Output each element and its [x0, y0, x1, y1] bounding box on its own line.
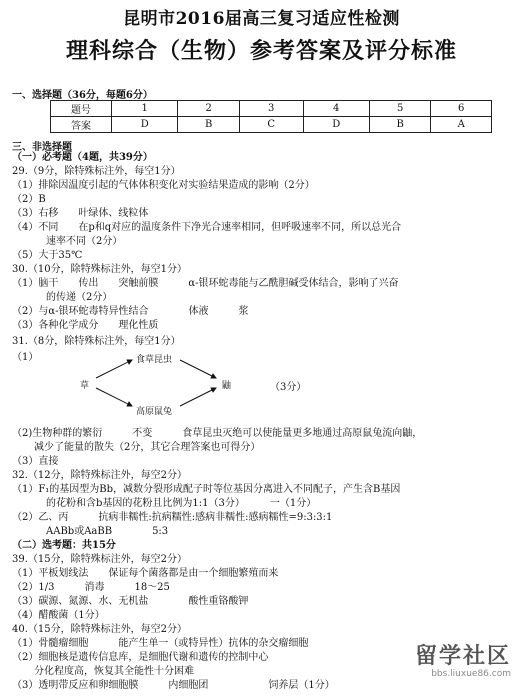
food-web-node-pika: 高原鼠兔	[136, 407, 173, 417]
q40-line: （2）细胞核是遗传信息库，是细胞代谢和遗传的控制中心	[12, 652, 269, 663]
food-web-diagram	[40, 352, 340, 422]
table-cell: C	[239, 117, 303, 133]
table-cell: 5	[369, 101, 430, 117]
arrow-insect-to-weasel	[180, 360, 216, 378]
q39-line: （4）醋酸菌（1分）	[12, 610, 105, 621]
food-web-node-weasel: 鼬	[222, 381, 232, 391]
section-choice-heading: 一、选择题（36分，每题6分）	[12, 90, 153, 101]
answer-table	[50, 100, 492, 133]
q40-line: 分化程度高，恢复其全能性十分困难	[34, 666, 194, 677]
table-cell: 4	[303, 101, 369, 117]
table-cell: B	[178, 117, 239, 133]
q29-line: （1）排除因温度引起的气体体积变化对实验结果造成的影响（2分）	[12, 180, 315, 191]
document-subtitle: 理科综合（生物）参考答案及评分标准	[65, 38, 457, 64]
arrow-grass-to-pika	[96, 388, 132, 406]
watermark-logo: 留学社区	[414, 643, 511, 669]
table-cell: A	[431, 117, 492, 133]
q30-line: （1）脑干 传出 突触前膜 α-银环蛇毒能与乙酰胆碱受体结合，影响了兴奋	[12, 278, 399, 289]
table-cell: B	[369, 117, 430, 133]
q29-line: （3）右移 叶绿体、线粒体	[12, 208, 149, 219]
q39-line: （2）1/3 消毒 18～25	[12, 582, 170, 593]
q30-line: （2）与α-银环蛇毒特异性结合 体液 浆	[12, 306, 249, 317]
table-cell: D	[303, 117, 369, 133]
q31-head: 31.（8分，除特殊标注外，每空1分）	[12, 336, 181, 347]
q31-line: （3）直接	[12, 456, 59, 467]
q29-line: （5）大于35℃	[12, 250, 83, 261]
watermark-url: bbs.liuxue86.com	[431, 669, 511, 679]
q39-line: （1）平板划线法 保证每个菌落都是由一个细胞繁殖而来	[12, 568, 279, 579]
table-cell: D	[112, 117, 178, 133]
table-header-cell: 答案	[51, 117, 112, 133]
table-cell: 6	[431, 101, 492, 117]
q31-line: （1）	[12, 352, 39, 363]
table-cell: 2	[178, 101, 239, 117]
q30-line: （3）各种化学成分 理化性质	[12, 320, 159, 331]
q29-line: 速率不同（2分）	[46, 236, 123, 247]
site-watermark	[361, 639, 511, 689]
q39-line: （3）碳源、氮源、水、无机盐 酸性重铬酸钾	[12, 596, 249, 607]
food-web-node-insect: 食草昆虫	[136, 355, 173, 365]
q32-line: 的花粉和含b基因的花粉且比例为1:1（3分） 一（1分）	[46, 498, 317, 509]
arrow-grass-to-insect	[96, 360, 132, 378]
q31-line: 减少了能量的散失（2分，其它合理答案也可得分）	[34, 442, 261, 453]
document-title: 昆明市2016届高三复习适应性检测	[123, 9, 400, 29]
q29-line: （4）不同 在p和q对应的温度条件下净光合速率相同，但呼吸速率不同，所以总光合	[12, 222, 402, 233]
arrow-pika-to-weasel	[180, 388, 216, 406]
q40-line: （1）骨髓瘤细胞 能产生单一（或特异性）抗体的杂交瘤细胞	[12, 638, 309, 649]
food-web-node-grass: 草	[80, 381, 90, 391]
optional-heading: （二）选考题：共15分	[12, 540, 116, 551]
q32-line: （2）乙、丙 抗病非糯性:抗病糯性:感病非糯性:感病糯性=9:3:3:1	[12, 512, 333, 523]
table-cell: 1	[112, 101, 178, 117]
q32-head: 32.（12分，除特殊标注外，每空2分）	[12, 470, 187, 481]
q32-line: AABb或AaBB 5:3	[46, 526, 169, 537]
q39-head: 39.（15分，除特殊标注外，每空2分）	[12, 554, 187, 565]
q40-head: 40.（15分，除特殊标注外，每空2分）	[12, 624, 187, 635]
q40-line: （3）透明带反应和卵细胞膜 内细胞团 饲养层（1分）	[12, 680, 335, 691]
table-row-answers	[51, 117, 492, 133]
section-nonchoice-heading: 三、非选择题	[12, 142, 72, 153]
q30-line: 的传递（2分）	[46, 292, 113, 303]
q29-line: （2）B	[12, 194, 46, 205]
q30-head: 30.（10分，除特殊标注外，每空1分）	[12, 264, 187, 275]
table-cell: 3	[239, 101, 303, 117]
q29-head: 29.（9分，除特殊标注外，每空1分）	[12, 166, 181, 177]
table-row-numbers	[51, 101, 492, 117]
table-header-cell: 题号	[51, 101, 112, 117]
q32-line: （1）F₁的基因型为Bb，减数分裂形成配子时等位基因分离进入不同配子，产生含B基因	[12, 484, 401, 495]
required-heading: （一）必考题（4题，共39分）	[12, 152, 153, 163]
q31-line: （2)生物种群的繁衍 不变 食草昆虫灭绝可以使能量更多地通过高原鼠兔流向鼬，	[12, 428, 423, 439]
food-web-score: （3分）	[270, 382, 307, 393]
